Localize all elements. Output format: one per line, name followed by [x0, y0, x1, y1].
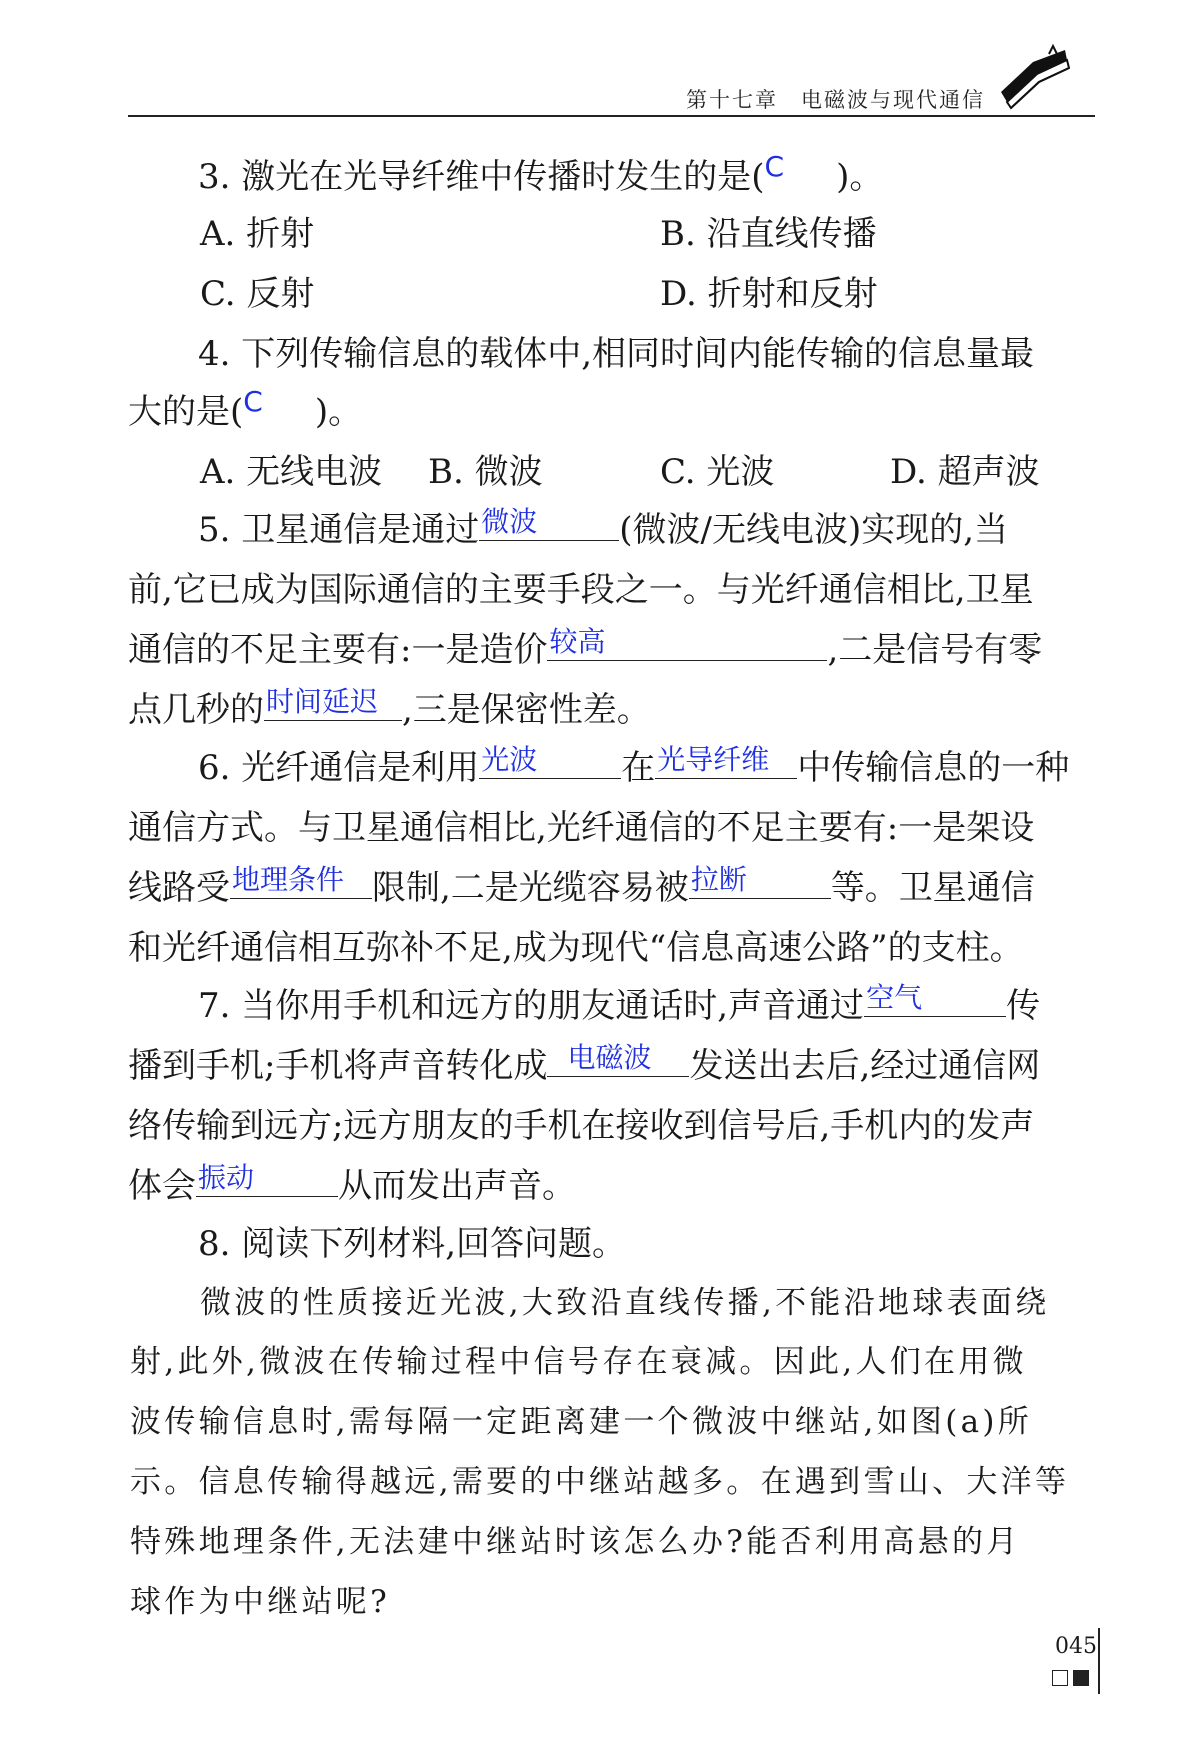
q6-line4: 和光纤通信相互弥补不足,成为现代“信息高速公路”的支柱。	[128, 928, 1024, 968]
q3-answer: C	[764, 150, 785, 183]
q5-line2: 前,它已成为国际通信的主要手段之一。与光纤通信相比,卫星	[128, 570, 1034, 610]
q4-option-b: B. 微波	[428, 452, 543, 492]
page-number: 045	[1055, 1634, 1097, 1659]
q8-paragraph-line: 球作为中继站呢?	[130, 1584, 391, 1620]
q6-blank-3: 地理条件	[230, 868, 372, 899]
q5-blank-1: 微波	[479, 510, 619, 541]
q3-option-c: C. 反射	[200, 274, 315, 314]
header-rule	[128, 115, 1095, 117]
q3-option-b: B. 沿直线传播	[660, 214, 877, 254]
q6-line1: 6. 光纤通信是利用 光波 在 光导纤维 中传输信息的一种	[198, 743, 1070, 788]
q4-option-d: D. 超声波	[890, 452, 1040, 492]
q3-option-d: D. 折射和反射	[660, 274, 878, 314]
q5-line1: 5. 卫星通信是通过 微波 (微波/无线电波)实现的,当	[198, 505, 1009, 550]
q7-blank-3: 振动	[196, 1166, 338, 1197]
q8-paragraph-line: 波传输信息时,需每隔一定距离建一个微波中继站,如图(a)所	[130, 1404, 1033, 1440]
q6-blank-4: 拉断	[689, 868, 831, 899]
book-icon	[993, 42, 1073, 112]
q4-option-c: C. 光波	[660, 452, 775, 492]
q4-answer: C	[243, 385, 263, 418]
q7-line3: 络传输到远方;远方朋友的手机在接收到信号后,手机内的发声	[128, 1106, 1035, 1146]
q8-paragraph-line: 特殊地理条件,无法建中继站时该怎么办?能否利用高悬的月	[130, 1524, 1021, 1560]
q7-blank-1: 空气	[864, 986, 1006, 1017]
q8-paragraph-line: 微波的性质接近光波,大致沿直线传播,不能沿地球表面绕	[200, 1285, 1050, 1321]
footer-square-outline-icon	[1052, 1670, 1068, 1686]
q4-stem-line1: 4. 下列传输信息的载体中,相同时间内能传输的信息量最	[198, 334, 1035, 374]
q6-line3: 线路受 地理条件 限制,二是光缆容易被 拉断 等。卫星通信	[128, 863, 1035, 908]
q6-blank-2: 光导纤维	[655, 748, 797, 779]
q5-line4: 点几秒的 时间延迟 ,三是保密性差。	[128, 685, 651, 730]
chapter-title: 第十七章 电磁波与现代通信	[686, 88, 985, 112]
q7-line2: 播到手机;手机将声音转化成 电磁波 发送出去后,经过通信网	[128, 1041, 1041, 1086]
q5-blank-3: 时间延迟	[264, 690, 402, 721]
q5-line3: 通信的不足主要有:一是造价 较高 ,二是信号有零	[128, 625, 1043, 670]
q7-blank-2: 电磁波	[547, 1046, 689, 1077]
q3-stem: 3. 激光在光导纤维中传播时发生的是($^C$ )。	[198, 150, 884, 197]
footer-square-filled-icon	[1073, 1670, 1089, 1686]
footer-rule	[1098, 1628, 1100, 1694]
q6-blank-1: 光波	[479, 748, 621, 779]
q8-title: 8. 阅读下列材料,回答问题。	[198, 1224, 627, 1264]
q6-line2: 通信方式。与卫星通信相比,光纤通信的不足主要有:一是架设	[128, 808, 1035, 848]
q7-line1: 7. 当你用手机和远方的朋友通话时,声音通过 空气 传	[198, 981, 1041, 1026]
q5-blank-2: 较高	[547, 630, 827, 661]
q8-paragraph-line: 示。信息传输得越远,需要的中继站越多。在遇到雪山、大洋等	[130, 1464, 1070, 1500]
q4-stem-line2: 大的是($^C$ )。	[128, 385, 363, 432]
page-header	[128, 62, 1095, 117]
q7-line4: 体会 振动 从而发出声音。	[128, 1161, 576, 1206]
q8-paragraph-line: 射,此外,微波在传输过程中信号存在衰减。因此,人们在用微	[130, 1344, 1027, 1380]
q3-option-a: A. 折射	[200, 214, 315, 254]
q4-option-a: A. 无线电波	[200, 452, 383, 492]
